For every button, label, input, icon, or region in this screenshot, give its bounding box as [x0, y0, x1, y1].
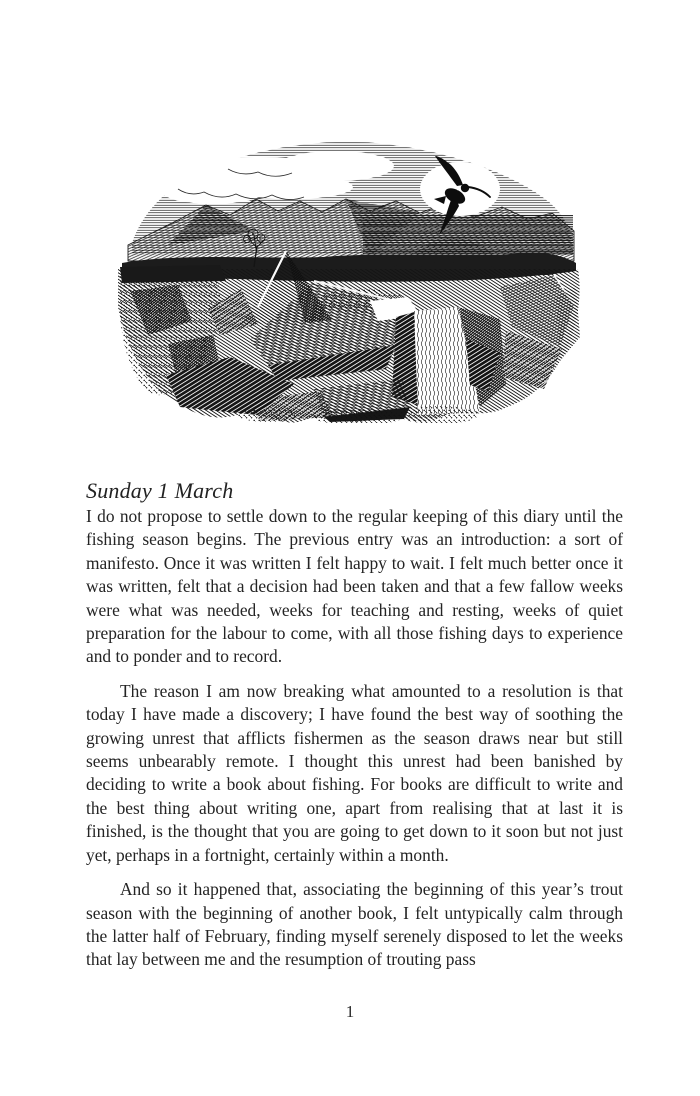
page-number: 1 [345, 1002, 355, 1021]
entry-heading: Sunday 1 March [86, 478, 234, 503]
landscape-engraving-illustration [108, 139, 596, 423]
paragraph-3: And so it happened that, associating the beginning of this year’s trout season with the beginning of another book, I felt untypically calm through the latter half of February, finding myself serenely disposed to let the weeks that lay between me and the resumption of trouting pass [86, 879, 623, 970]
body-text [86, 505, 623, 972]
paragraph-2: The reason I am now breaking what amounted to a resolution is that today I have made a discovery; I have found the best way of soothing the growing unrest that afflicts fishermen as the season draws near but still seems unbearably remote. I thought this unrest had been banished by deciding to write a book about fishing. For books are difficult to write and the best thing about writing one, apart from realising that at last it is finished, is the thought that you are going to get down to it soon but not just yet, perhaps in a fortnight, certainly within a month. [86, 680, 623, 865]
paragraph-1: I do not propose to settle down to the regular keeping of this diary until the fishing season begins. The previous entry was an introduction: a sort of manifesto. Once it was written I felt happy to wait. I felt much better once it was written, felt that a decision had been taken and that a few fallow weeks were what was needed, weeks for teaching and resting, weeks of quiet preparation for the labour to come, with all those fishing days to experience and to ponder and to record. [86, 506, 623, 667]
foreground-rocks [118, 251, 580, 423]
engraving-svg [108, 139, 596, 423]
